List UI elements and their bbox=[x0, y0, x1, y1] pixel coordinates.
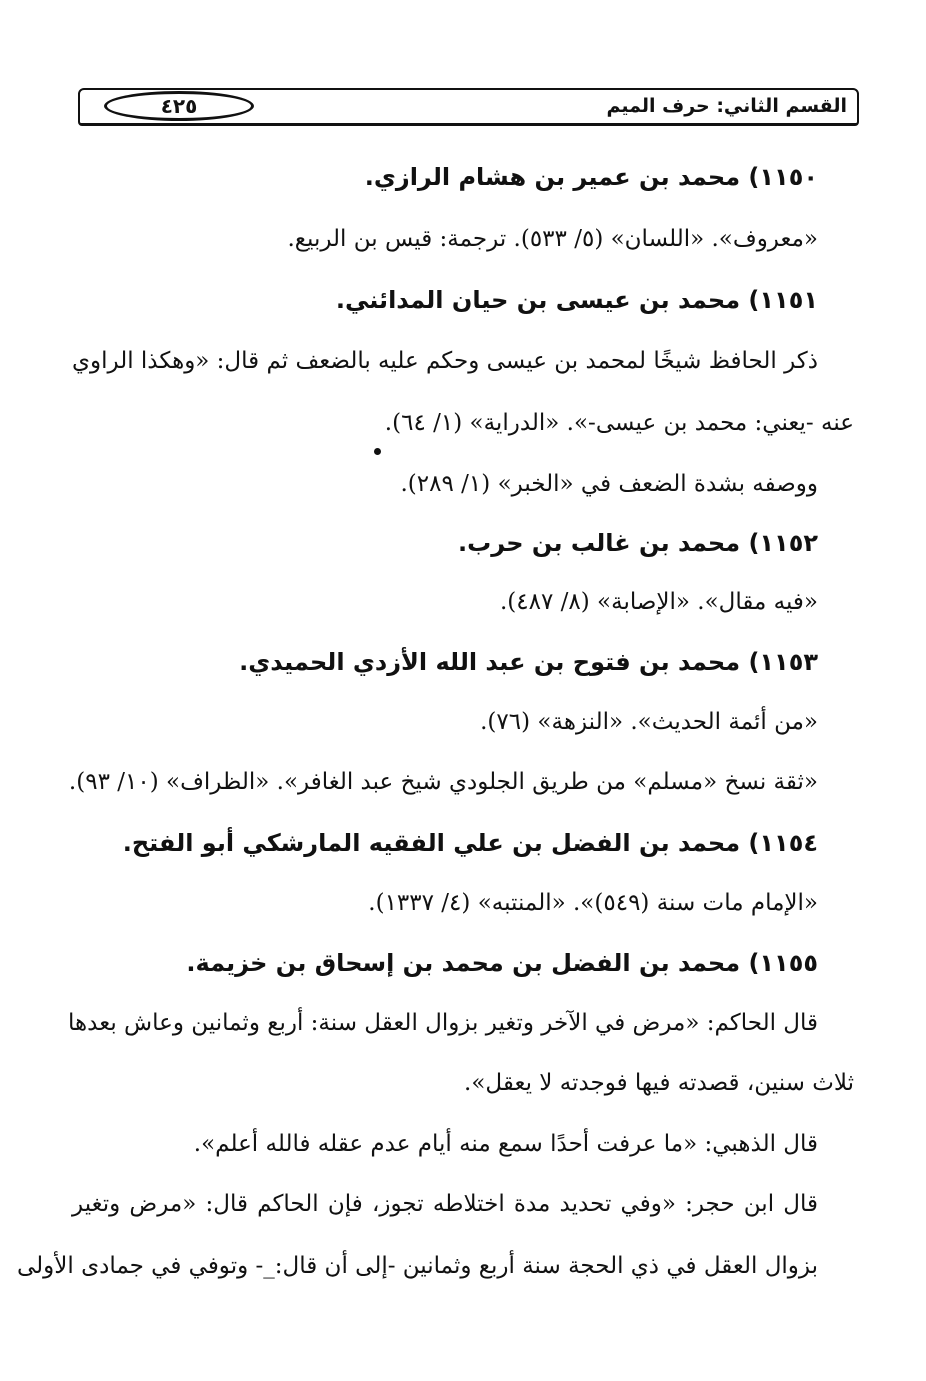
entry-text: ثلاث سنين، قصدته فيها فوجدته لا يعقل». bbox=[464, 1070, 854, 1096]
page-header bbox=[78, 88, 859, 126]
entry-text: «الإمام مات سنة (٥٤٩)». «المنتبه» (٤/ ١٣٣٧). bbox=[368, 890, 818, 916]
entry-text: «ثقة نسخ «مسلم» من طريق الجلودي شيخ عبد الغافر». «الظراف» (١٠/ ٩٣). bbox=[68, 769, 818, 795]
entry-text: بزوال العقل في ذي الحجة سنة أربع وثمانين -إلى أن قال:_- وتوفي في جمادى الأولى bbox=[16, 1253, 818, 1279]
entry-text: ووصفه بشدة الضعف في «الخبر» (١/ ٢٨٩). bbox=[400, 471, 818, 497]
entry-text: «فيه مقال». «الإصابة» (٨/ ٤٨٧). bbox=[499, 589, 818, 615]
entry-text: قال الحاكم: «مرض في الآخر وتغير بزوال العقل سنة: أربع وثمانين وعاش بعدها bbox=[68, 1010, 818, 1036]
section-title: القسم الثاني: حرف الميم bbox=[606, 95, 847, 117]
entry-heading: ١١٥٥) محمد بن الفضل بن محمد بن إسحاق بن خزيمة. bbox=[186, 949, 818, 977]
entry-heading: ١١٥١) محمد بن عيسى بن حيان المدائني. bbox=[335, 286, 818, 314]
entry-heading: ١١٥٠) محمد بن عمير بن هشام الرازي. bbox=[364, 163, 818, 191]
entry-text: «من أئمة الحديث». «النزهة» (٧٦). bbox=[480, 709, 818, 735]
entry-text: ذكر الحافظ شيخًا لمحمد بن عيسى وحكم عليه بالضعف ثم قال: «وهكذا الراوي bbox=[72, 348, 818, 374]
entry-text: قال الذهبي: «ما عرفت أحدًا سمع منه أيام عدم عقله فالله أعلم». bbox=[193, 1131, 818, 1157]
entry-heading: ١١٥٢) محمد بن غالب بن حرب. bbox=[458, 529, 818, 557]
entry-text: «معروف». «اللسان» (٥/ ٥٣٣). ترجمة: قيس بن الربيع. bbox=[287, 226, 818, 252]
ink-dot bbox=[374, 448, 381, 455]
entry-heading: ١١٥٣) محمد بن فتوح بن عبد الله الأزدي الحميدي. bbox=[239, 648, 818, 676]
entry-text: عنه -يعني: محمد بن عيسى-». «الدراية» (١/ ٦٤). bbox=[384, 410, 854, 436]
entry-text: قال ابن حجر: «وفي تحديد مدة اختلاطه تجوز، فإن الحاكم قال: «مرض وتغير bbox=[72, 1191, 818, 1217]
entry-heading: ١١٥٤) محمد بن الفضل بن علي الفقيه المارشكي أبو الفتح. bbox=[122, 829, 818, 857]
page-number-badge: ٤٢٥ bbox=[104, 91, 254, 121]
